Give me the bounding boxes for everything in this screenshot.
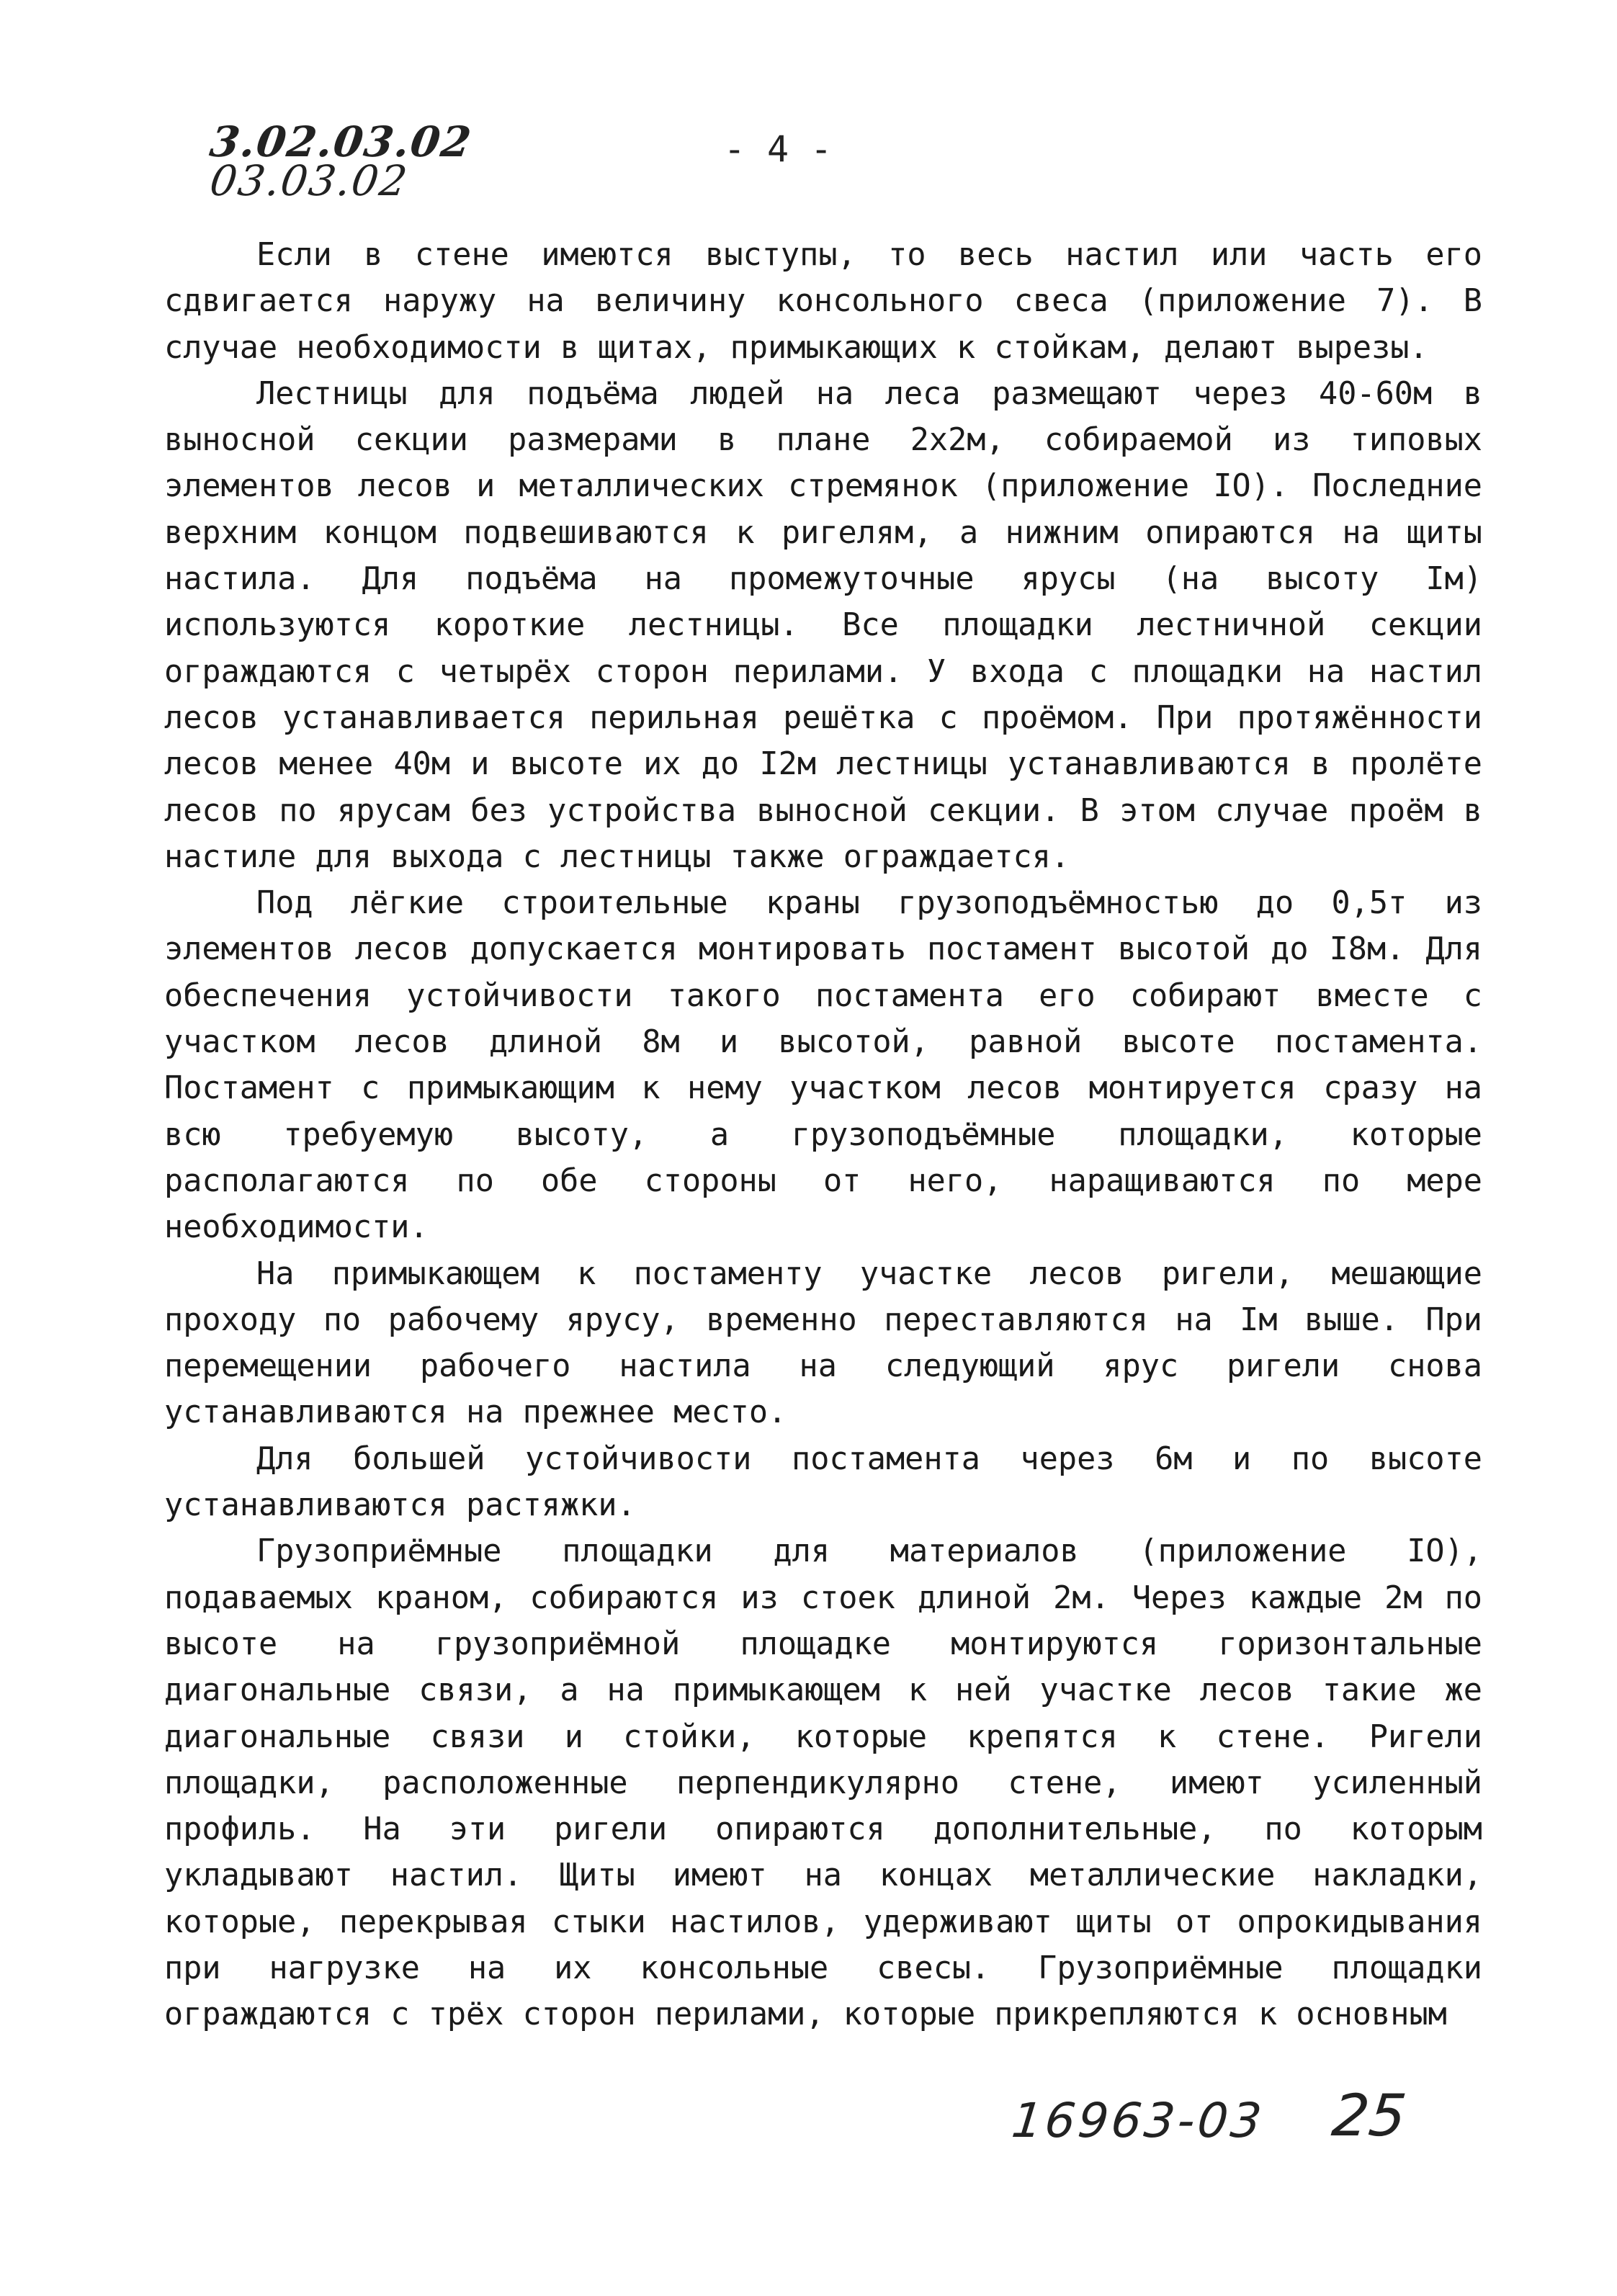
sheet-number: 25 [1329,2082,1410,2149]
paragraph-guy-ropes: Для большей устойчивости постамента через 6м и по высоте устанавливаются растяжки. [164,1440,1482,1524]
paragraph-crossbars: На примыкающем к постаменту участке лесов ригели, мешающие проходу по рабочему ярусу, временно переставляются на Iм выше. При перемещении рабочего настила на следующий ярус ригели снова устанавливаются на прежнее место. [164,1255,1482,1431]
paragraph-projections: Если в стене имеются выступы, то весь настил или часть его сдвигается наружу на величину консольного свеса (приложение 7). В случае необходимости в щитах, примыкающих к стойкам, делают вырезы. [164,237,1482,366]
body-text [164,232,1482,2038]
paragraph-crane-pedestal: Под лёгкие строительные краны грузоподъёмностью до 0,5т из элементов лесов допускается монтировать постамент высотой до I8м. Для обеспечения устойчивости такого постамента его собирают вместе с участком лесов длиной 8м и высотой, равной высоте постамента. Постамент с примыкающим к нему участком лесов монтируется сразу на всю требуемую высоту, а грузоподъёмные площадки, которые располагаются по обе стороны от него, наращиваются по мере необходимости. [164,885,1482,1246]
document-code-line-1: 3.02.03.02 [207,117,475,166]
document-code-line-2: 03.03.02 [207,156,412,205]
page-number: - 4 - [723,128,833,170]
document-number: 16963-03 [1009,2093,1267,2148]
paragraph-loading-platforms: Грузоприёмные площадки для материалов (приложение IO), подаваемых краном, собираются из стоек длиной 2м. Через каждые 2м по высоте на грузоприёмной площадке монтируются горизонтальные диагональные связи, а на примыкающем к ней участке лесов такие же диагональные связи и стойки, которые крепятся к стене. Ригели площадки, расположенные перпендикулярно стене, имеют усиленный профиль. На эти ригели опираются дополнительные, по которым укладывают настил. Щиты имеют на концах металлические накладки, которые, перекрывая стыки настилов, удерживают щиты от опрокидывания при нагрузке на их консольные свесы. Грузоприёмные площадки ограждаются с трёх сторон перилами, которые прикрепляются к основным [164,1533,1482,2033]
paragraph-ladders: Лестницы для подъёма людей на леса размещают через 40-60м в выносной секции размерами в плане 2х2м, собираемой из типовых элементов лесов и металлических стремянок (приложение IO). Последние верхним концом подвешиваются к ригелям, а нижним опираются на щиты настила. Для подъёма на промежуточные ярусы (на высоту Iм) используются короткие лестницы. Все площадки лестничной секции ограждаются с четырёх сторон перилами. У входа с площадки на настил лесов устанавливается перильная решётка с проёмом. При протяжённости лесов менее 40м и высоте их до I2м лестницы устанавливаются в пролёте лесов по ярусам без устройства выносной секции. В этом случае проём в настиле для выхода с лестницы также ограждается. [164,375,1482,875]
